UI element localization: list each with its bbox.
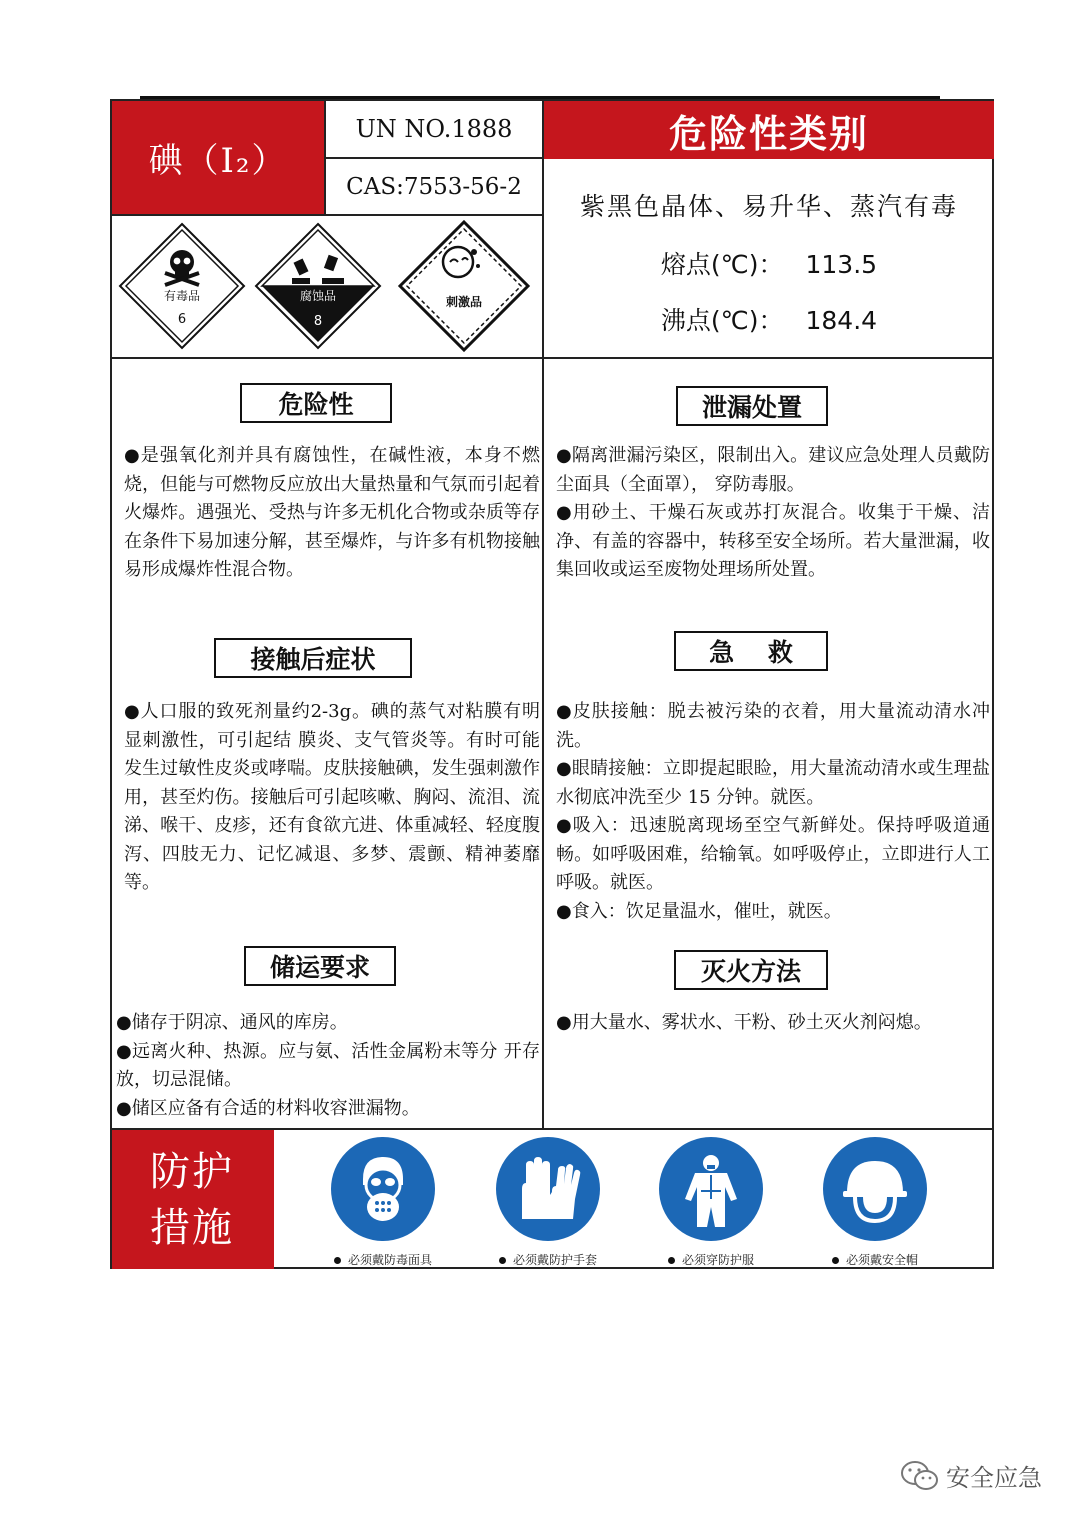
protection-label-line2: 措施 [150,1204,234,1251]
ppe-caption [636,1251,786,1268]
ppe-caption-text: 必须穿防护服 [681,1253,754,1267]
ppe-caption-text: 必须戴防毒面具 [347,1253,432,1267]
symptoms-text: ●人口服的致死剂量约2-3g。碘的蒸气对粘膜有明显刺激性，可引起结 膜炎、支气管炎等。有时可能发生过敏性皮炎或哮喘。皮肤接触碘，发生强刺激作用，甚至灼伤。接触后可引起咳嗽、胸闷、流泪、流涕、喉干、皮疹，还有食欲亢进、体重减轻、轻度腹泻、四肢无力、记忆减退、多梦、震颤、精神萎靡等。 [124,701,540,893]
ppe-caption [473,1251,623,1268]
corrosive-icon [256,224,380,348]
cas-number: CAS:7553-56-2 [326,159,544,216]
ppe-gas-mask [308,1137,458,1268]
first-aid-item: ●皮肤接触：脱去被污染的衣着，用大量流动清水冲洗。 [556,701,990,751]
section-title-fire: 灭火方法 [674,950,828,990]
first-aid-item: ●吸入：迅速脱离现场至空气新鲜处。保持呼吸道通畅。如呼吸困难，给输氧。如呼吸停止，立即进行人工呼吸。就医。 [556,815,990,893]
section-body-fire [556,1009,990,1038]
sign-number-toxic: 6 [177,312,187,327]
protective-suit-icon [659,1137,763,1241]
section-body-leak [556,442,990,585]
safety-card [110,99,994,1269]
leak-item: ●用砂土、干燥石灰或苏打灰混合。收集于干燥、洁净、有盖的容器中，转移至安全场所。若大量泄漏，收集回收或运至废物处理场所处置。 [556,502,990,580]
ppe-helmet [800,1137,950,1268]
ppe-suit [636,1137,786,1268]
boiling-point-label: 沸点(℃)： [660,306,784,335]
first-aid-item: ●食入：饮足量温水，催吐，就医。 [556,900,842,922]
irritant-icon [400,222,528,350]
substance-name: 碘（I₂） [112,101,326,216]
column-divider [542,357,544,1130]
storage-item: ●储区应备有合适的材料收容泄漏物。 [116,1097,420,1119]
sign-number-corrosive: 8 [313,314,323,329]
melting-point [544,245,994,281]
account-name: 安全应急 [946,1464,1042,1492]
section-title-leak: 泄漏处置 [676,386,828,426]
leak-item: ●隔离泄漏污染区，限制出入。建议应急处理人员戴防尘面具（全面罩）， 穿防毒服。 [556,445,990,495]
section-title-first-aid: 急 救 [674,631,828,671]
ppe-caption [800,1251,950,1268]
protection-label-line1: 防护 [150,1148,234,1195]
melting-point-value: 113.5 [805,250,878,279]
safety-helmet-icon [823,1137,927,1241]
section-title-symptoms: 接触后症状 [214,638,412,678]
gloves-icon [496,1137,600,1241]
sign-label-toxic: 有毒品 [163,289,201,303]
ppe-caption [308,1251,458,1268]
ppe-caption-text: 必须戴安全帽 [845,1253,918,1267]
wechat-icon [900,1459,940,1493]
ppe-caption-text: 必须戴防护手套 [512,1253,597,1267]
un-number: UN NO.1888 [326,101,544,159]
melting-point-label: 熔点(℃)： [660,250,784,279]
boiling-point-value: 184.4 [805,306,878,335]
hazard-pictograms [112,216,544,359]
section-body-storage [116,1009,540,1123]
section-title-danger: 危险性 [240,383,392,423]
ppe-gloves [473,1137,623,1268]
protection-label [112,1130,274,1269]
storage-item: ●储存于阴凉、通风的库房。 [116,1012,348,1033]
section-title-storage: 储运要求 [244,946,396,986]
storage-item: ●远离火种、热源。应与氨、活性金属粉末等分 开存放，切忌混储。 [116,1040,540,1090]
skull-crossbones-icon [120,224,244,348]
boiling-point [544,301,994,337]
section-body-danger [124,442,540,585]
sign-label-irritant: 刺激品 [445,295,483,309]
fire-text: ●用大量水、雾状水、干粉、砂土灭火剂闷熄。 [556,1012,932,1033]
first-aid-item: ●眼睛接触：立即提起眼睑，用大量流动清水或生理盐水彻底冲洗至少 15 分钟。就医。 [556,758,990,808]
danger-text: ●是强氧化剂并具有腐蚀性，在碱性液，本身不燃烧，但能与可燃物反应放出大量热量和气氛而引起着火爆炸。遇强光、受热与许多无机化合物或杂质等存在条件下易加速分解，甚至爆炸，与许多有机物接触易形成爆炸性混合物。 [124,445,540,580]
gas-mask-icon [331,1137,435,1241]
section-body-first-aid [556,698,990,926]
substance-description: 紫黑色晶体、易升华、蒸汽有毒 [579,192,958,221]
hazard-category-title: 危险性类别 [544,101,994,159]
header-divider [112,357,992,359]
physical-properties [544,159,994,359]
account-footer [900,1458,1042,1493]
section-body-symptoms [124,698,540,898]
sign-label-corrosive: 腐蚀品 [299,289,337,303]
